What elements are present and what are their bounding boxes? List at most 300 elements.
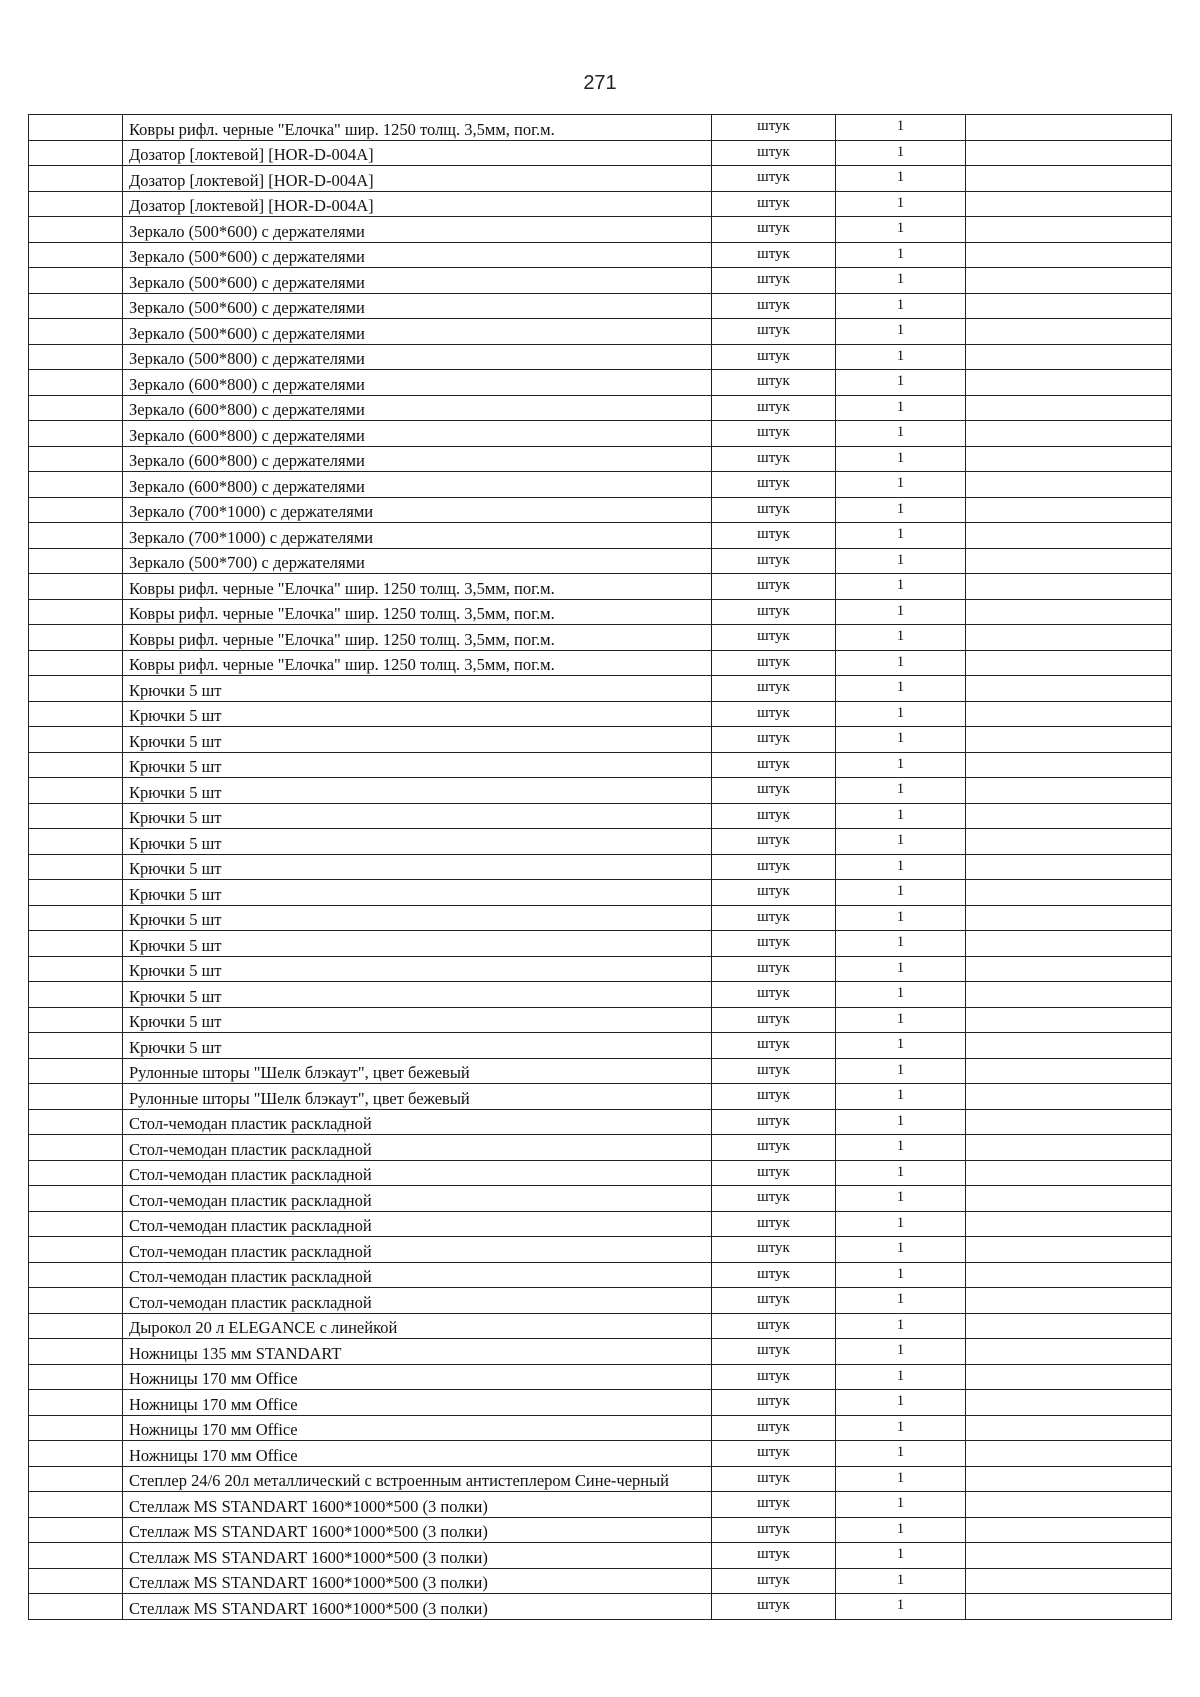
row-number-cell (29, 191, 123, 217)
table-row (29, 701, 1172, 727)
note-cell (966, 1084, 1172, 1110)
unit-cell: штук (712, 905, 836, 931)
row-number-cell (29, 1262, 123, 1288)
quantity-cell: 1 (836, 1160, 966, 1186)
quantity-cell: 1 (836, 1313, 966, 1339)
note-cell (966, 1441, 1172, 1467)
unit-cell: штук (712, 727, 836, 753)
note-cell (966, 548, 1172, 574)
row-number-cell (29, 650, 123, 676)
row-number-cell (29, 752, 123, 778)
unit-cell: штук (712, 1364, 836, 1390)
note-cell (966, 523, 1172, 549)
unit-cell: штук (712, 1058, 836, 1084)
unit-cell: штук (712, 395, 836, 421)
table-row (29, 1492, 1172, 1518)
unit-cell: штук (712, 1441, 836, 1467)
item-name-cell: Зеркало (500*600) с держателями (123, 293, 712, 319)
row-number-cell (29, 931, 123, 957)
table-row (29, 1543, 1172, 1569)
row-number-cell (29, 1033, 123, 1059)
unit-cell: штук (712, 803, 836, 829)
note-cell (966, 1594, 1172, 1620)
unit-cell: штук (712, 752, 836, 778)
row-number-cell (29, 727, 123, 753)
table-row (29, 1390, 1172, 1416)
unit-cell: штук (712, 778, 836, 804)
item-name-cell: Ножницы 170 мм Office (123, 1364, 712, 1390)
item-name-cell: Зеркало (600*800) с держателями (123, 395, 712, 421)
note-cell (966, 115, 1172, 141)
item-name-cell: Стол-чемодан пластик раскладной (123, 1135, 712, 1161)
inventory-table-body (29, 115, 1172, 1620)
unit-cell: штук (712, 1543, 836, 1569)
quantity-cell: 1 (836, 625, 966, 651)
row-number-cell (29, 166, 123, 192)
row-number-cell (29, 1543, 123, 1569)
unit-cell: штук (712, 191, 836, 217)
quantity-cell: 1 (836, 217, 966, 243)
item-name-cell: Зеркало (500*700) с держателями (123, 548, 712, 574)
quantity-cell: 1 (836, 191, 966, 217)
note-cell (966, 1466, 1172, 1492)
note-cell (966, 1364, 1172, 1390)
item-name-cell: Зеркало (600*800) с держателями (123, 446, 712, 472)
unit-cell: штук (712, 1466, 836, 1492)
row-number-cell (29, 344, 123, 370)
table-row (29, 319, 1172, 345)
note-cell (966, 1415, 1172, 1441)
unit-cell: штук (712, 1415, 836, 1441)
quantity-cell: 1 (836, 1084, 966, 1110)
quantity-cell: 1 (836, 344, 966, 370)
item-name-cell: Крючки 5 шт (123, 905, 712, 931)
item-name-cell: Стол-чемодан пластик раскладной (123, 1288, 712, 1314)
quantity-cell: 1 (836, 803, 966, 829)
unit-cell: штук (712, 1237, 836, 1263)
unit-cell: штук (712, 854, 836, 880)
row-number-cell (29, 854, 123, 880)
unit-cell: штук (712, 1109, 836, 1135)
quantity-cell: 1 (836, 115, 966, 141)
item-name-cell: Ножницы 170 мм Office (123, 1390, 712, 1416)
item-name-cell: Зеркало (700*1000) с держателями (123, 523, 712, 549)
note-cell (966, 1568, 1172, 1594)
quantity-cell: 1 (836, 880, 966, 906)
unit-cell: штук (712, 548, 836, 574)
row-number-cell (29, 268, 123, 294)
item-name-cell: Дырокол 20 л ELEGANCE с линейкой (123, 1313, 712, 1339)
note-cell (966, 1288, 1172, 1314)
note-cell (966, 166, 1172, 192)
quantity-cell: 1 (836, 1594, 966, 1620)
note-cell (966, 1390, 1172, 1416)
table-row (29, 1594, 1172, 1620)
note-cell (966, 1160, 1172, 1186)
unit-cell: штук (712, 1568, 836, 1594)
note-cell (966, 421, 1172, 447)
unit-cell: штук (712, 829, 836, 855)
item-name-cell: Зеркало (500*600) с держателями (123, 217, 712, 243)
quantity-cell: 1 (836, 727, 966, 753)
quantity-cell: 1 (836, 497, 966, 523)
item-name-cell: Крючки 5 шт (123, 803, 712, 829)
quantity-cell: 1 (836, 293, 966, 319)
row-number-cell (29, 115, 123, 141)
row-number-cell (29, 1466, 123, 1492)
item-name-cell: Крючки 5 шт (123, 701, 712, 727)
row-number-cell (29, 1288, 123, 1314)
table-row (29, 931, 1172, 957)
quantity-cell: 1 (836, 829, 966, 855)
item-name-cell: Стол-чемодан пластик раскладной (123, 1186, 712, 1212)
note-cell (966, 344, 1172, 370)
unit-cell: штук (712, 676, 836, 702)
quantity-cell: 1 (836, 574, 966, 600)
row-number-cell (29, 1109, 123, 1135)
quantity-cell: 1 (836, 956, 966, 982)
unit-cell: штук (712, 344, 836, 370)
quantity-cell: 1 (836, 1211, 966, 1237)
note-cell (966, 1211, 1172, 1237)
table-row (29, 1288, 1172, 1314)
row-number-cell (29, 1007, 123, 1033)
row-number-cell (29, 1058, 123, 1084)
item-name-cell: Ковры рифл. черные "Елочка" шир. 1250 толщ. 3,5мм, пог.м. (123, 625, 712, 651)
quantity-cell: 1 (836, 650, 966, 676)
note-cell (966, 956, 1172, 982)
row-number-cell (29, 982, 123, 1008)
unit-cell: штук (712, 650, 836, 676)
note-cell (966, 242, 1172, 268)
quantity-cell: 1 (836, 548, 966, 574)
row-number-cell (29, 1313, 123, 1339)
note-cell (966, 650, 1172, 676)
table-row (29, 140, 1172, 166)
unit-cell: штук (712, 472, 836, 498)
note-cell (966, 854, 1172, 880)
row-number-cell (29, 1364, 123, 1390)
unit-cell: штук (712, 1313, 836, 1339)
unit-cell: штук (712, 956, 836, 982)
quantity-cell: 1 (836, 1339, 966, 1365)
row-number-cell (29, 1492, 123, 1518)
quantity-cell: 1 (836, 1492, 966, 1518)
quantity-cell: 1 (836, 1390, 966, 1416)
table-row (29, 829, 1172, 855)
table-row (29, 1084, 1172, 1110)
note-cell (966, 1237, 1172, 1263)
table-row (29, 778, 1172, 804)
note-cell (966, 1517, 1172, 1543)
row-number-cell (29, 446, 123, 472)
row-number-cell (29, 1594, 123, 1620)
row-number-cell (29, 421, 123, 447)
item-name-cell: Рулонные шторы "Шелк блэкаут", цвет бежевый (123, 1084, 712, 1110)
quantity-cell: 1 (836, 1058, 966, 1084)
table-row (29, 395, 1172, 421)
unit-cell: штук (712, 1211, 836, 1237)
table-row (29, 497, 1172, 523)
unit-cell: штук (712, 497, 836, 523)
quantity-cell: 1 (836, 421, 966, 447)
row-number-cell (29, 472, 123, 498)
inventory-table (28, 114, 1172, 1620)
quantity-cell: 1 (836, 370, 966, 396)
item-name-cell: Ковры рифл. черные "Елочка" шир. 1250 толщ. 3,5мм, пог.м. (123, 599, 712, 625)
item-name-cell: Зеркало (500*800) с держателями (123, 344, 712, 370)
unit-cell: штук (712, 982, 836, 1008)
quantity-cell: 1 (836, 1415, 966, 1441)
item-name-cell: Зеркало (600*800) с держателями (123, 370, 712, 396)
item-name-cell: Стол-чемодан пластик раскладной (123, 1237, 712, 1263)
table-row (29, 344, 1172, 370)
table-row (29, 676, 1172, 702)
unit-cell: штук (712, 1160, 836, 1186)
note-cell (966, 497, 1172, 523)
row-number-cell (29, 1160, 123, 1186)
item-name-cell: Стол-чемодан пластик раскладной (123, 1211, 712, 1237)
note-cell (966, 676, 1172, 702)
item-name-cell: Крючки 5 шт (123, 880, 712, 906)
table-row (29, 1186, 1172, 1212)
note-cell (966, 268, 1172, 294)
unit-cell: штук (712, 1492, 836, 1518)
row-number-cell (29, 880, 123, 906)
note-cell (966, 1109, 1172, 1135)
row-number-cell (29, 574, 123, 600)
table-row (29, 217, 1172, 243)
unit-cell: штук (712, 319, 836, 345)
item-name-cell: Стол-чемодан пластик раскладной (123, 1262, 712, 1288)
quantity-cell: 1 (836, 395, 966, 421)
unit-cell: штук (712, 701, 836, 727)
row-number-cell (29, 370, 123, 396)
unit-cell: штук (712, 446, 836, 472)
unit-cell: штук (712, 931, 836, 957)
table-row (29, 242, 1172, 268)
note-cell (966, 905, 1172, 931)
quantity-cell: 1 (836, 752, 966, 778)
note-cell (966, 1492, 1172, 1518)
unit-cell: штук (712, 1033, 836, 1059)
item-name-cell: Крючки 5 шт (123, 676, 712, 702)
note-cell (966, 1543, 1172, 1569)
item-name-cell: Стеллаж MS STANDART 1600*1000*500 (3 полки) (123, 1492, 712, 1518)
table-row (29, 293, 1172, 319)
item-name-cell: Дозатор [локтевой] [HOR-D-004A] (123, 140, 712, 166)
item-name-cell: Крючки 5 шт (123, 982, 712, 1008)
note-cell (966, 140, 1172, 166)
row-number-cell (29, 293, 123, 319)
note-cell (966, 880, 1172, 906)
table-row (29, 1517, 1172, 1543)
unit-cell: штук (712, 370, 836, 396)
table-row (29, 1339, 1172, 1365)
row-number-cell (29, 395, 123, 421)
table-row (29, 905, 1172, 931)
note-cell (966, 982, 1172, 1008)
item-name-cell: Стол-чемодан пластик раскладной (123, 1160, 712, 1186)
row-number-cell (29, 140, 123, 166)
row-number-cell (29, 319, 123, 345)
table-row (29, 1007, 1172, 1033)
table-row (29, 650, 1172, 676)
unit-cell: штук (712, 574, 836, 600)
quantity-cell: 1 (836, 1517, 966, 1543)
unit-cell: штук (712, 115, 836, 141)
item-name-cell: Ножницы 170 мм Office (123, 1441, 712, 1467)
unit-cell: штук (712, 1339, 836, 1365)
table-row (29, 574, 1172, 600)
table-row (29, 1441, 1172, 1467)
row-number-cell (29, 1415, 123, 1441)
quantity-cell: 1 (836, 1364, 966, 1390)
note-cell (966, 191, 1172, 217)
page-number: 271 (583, 72, 617, 94)
note-cell (966, 472, 1172, 498)
quantity-cell: 1 (836, 523, 966, 549)
quantity-cell: 1 (836, 1262, 966, 1288)
row-number-cell (29, 625, 123, 651)
unit-cell: штук (712, 1262, 836, 1288)
unit-cell: штук (712, 268, 836, 294)
table-row (29, 166, 1172, 192)
table-row (29, 1364, 1172, 1390)
table-row (29, 191, 1172, 217)
table-row (29, 472, 1172, 498)
table-row (29, 1237, 1172, 1263)
note-cell (966, 395, 1172, 421)
item-name-cell: Ножницы 135 мм STANDART (123, 1339, 712, 1365)
row-number-cell (29, 1517, 123, 1543)
unit-cell: штук (712, 1390, 836, 1416)
note-cell (966, 1186, 1172, 1212)
note-cell (966, 931, 1172, 957)
row-number-cell (29, 548, 123, 574)
quantity-cell: 1 (836, 446, 966, 472)
quantity-cell: 1 (836, 1033, 966, 1059)
item-name-cell: Зеркало (600*800) с держателями (123, 472, 712, 498)
row-number-cell (29, 676, 123, 702)
quantity-cell: 1 (836, 854, 966, 880)
table-row (29, 854, 1172, 880)
quantity-cell: 1 (836, 242, 966, 268)
note-cell (966, 727, 1172, 753)
table-row (29, 752, 1172, 778)
table-row (29, 1033, 1172, 1059)
quantity-cell: 1 (836, 1288, 966, 1314)
note-cell (966, 1313, 1172, 1339)
row-number-cell (29, 242, 123, 268)
quantity-cell: 1 (836, 140, 966, 166)
item-name-cell: Зеркало (500*600) с держателями (123, 268, 712, 294)
table-row (29, 1058, 1172, 1084)
item-name-cell: Крючки 5 шт (123, 727, 712, 753)
row-number-cell (29, 1390, 123, 1416)
item-name-cell: Стол-чемодан пластик раскладной (123, 1109, 712, 1135)
unit-cell: штук (712, 1186, 836, 1212)
quantity-cell: 1 (836, 1466, 966, 1492)
unit-cell: штук (712, 1084, 836, 1110)
table-row (29, 599, 1172, 625)
note-cell (966, 1058, 1172, 1084)
note-cell (966, 778, 1172, 804)
item-name-cell: Степлер 24/6 20л металлический с встроенным антистеплером Сине-черный (123, 1466, 712, 1492)
note-cell (966, 803, 1172, 829)
quantity-cell: 1 (836, 1237, 966, 1263)
table-row (29, 1211, 1172, 1237)
item-name-cell: Крючки 5 шт (123, 829, 712, 855)
item-name-cell: Дозатор [локтевой] [HOR-D-004A] (123, 166, 712, 192)
note-cell (966, 625, 1172, 651)
note-cell (966, 293, 1172, 319)
item-name-cell: Ножницы 170 мм Office (123, 1415, 712, 1441)
unit-cell: штук (712, 523, 836, 549)
row-number-cell (29, 803, 123, 829)
quantity-cell: 1 (836, 905, 966, 931)
item-name-cell: Рулонные шторы "Шелк блэкаут", цвет бежевый (123, 1058, 712, 1084)
item-name-cell: Ковры рифл. черные "Елочка" шир. 1250 толщ. 3,5мм, пог.м. (123, 574, 712, 600)
unit-cell: штук (712, 421, 836, 447)
item-name-cell: Зеркало (500*600) с держателями (123, 319, 712, 345)
row-number-cell (29, 1211, 123, 1237)
item-name-cell: Крючки 5 шт (123, 1007, 712, 1033)
unit-cell: штук (712, 217, 836, 243)
row-number-cell (29, 1568, 123, 1594)
quantity-cell: 1 (836, 166, 966, 192)
quantity-cell: 1 (836, 472, 966, 498)
unit-cell: штук (712, 1288, 836, 1314)
quantity-cell: 1 (836, 1568, 966, 1594)
row-number-cell (29, 1084, 123, 1110)
note-cell (966, 319, 1172, 345)
note-cell (966, 217, 1172, 243)
item-name-cell: Крючки 5 шт (123, 752, 712, 778)
table-row (29, 115, 1172, 141)
row-number-cell (29, 523, 123, 549)
quantity-cell: 1 (836, 599, 966, 625)
table-row (29, 803, 1172, 829)
item-name-cell: Ковры рифл. черные "Елочка" шир. 1250 толщ. 3,5мм, пог.м. (123, 115, 712, 141)
table-row (29, 956, 1172, 982)
table-row (29, 548, 1172, 574)
quantity-cell: 1 (836, 982, 966, 1008)
quantity-cell: 1 (836, 1007, 966, 1033)
note-cell (966, 1135, 1172, 1161)
table-row (29, 446, 1172, 472)
quantity-cell: 1 (836, 1135, 966, 1161)
table-row (29, 1313, 1172, 1339)
item-name-cell: Стеллаж MS STANDART 1600*1000*500 (3 полки) (123, 1543, 712, 1569)
unit-cell: штук (712, 293, 836, 319)
table-row (29, 1109, 1172, 1135)
unit-cell: штук (712, 1007, 836, 1033)
table-row (29, 1262, 1172, 1288)
quantity-cell: 1 (836, 1543, 966, 1569)
table-row (29, 1466, 1172, 1492)
unit-cell: штук (712, 599, 836, 625)
note-cell (966, 446, 1172, 472)
row-number-cell (29, 1237, 123, 1263)
row-number-cell (29, 905, 123, 931)
table-row (29, 727, 1172, 753)
row-number-cell (29, 956, 123, 982)
table-row (29, 625, 1172, 651)
row-number-cell (29, 1339, 123, 1365)
quantity-cell: 1 (836, 931, 966, 957)
item-name-cell: Крючки 5 шт (123, 956, 712, 982)
